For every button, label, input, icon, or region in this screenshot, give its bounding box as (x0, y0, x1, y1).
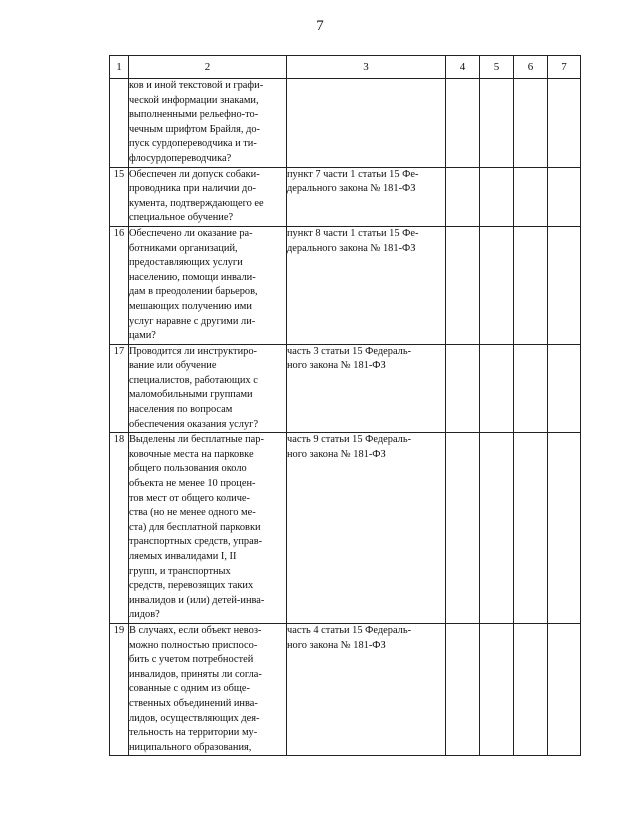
header-col-4: 4 (446, 56, 480, 79)
question-line: ственных объединений инва- (129, 697, 258, 709)
question-line: тов мест от общего количе- (129, 492, 251, 504)
question-line: дам в преодолении барьеров, (129, 286, 258, 298)
question-line: бить с учетом потребностей (129, 654, 254, 666)
reference-line: дерального закона № 181-ФЗ (287, 183, 416, 195)
question-line: сованные с одним из обще- (129, 683, 251, 695)
question-line: услуг наравне с другими ли- (129, 315, 256, 327)
question-line: ковочные места на парковке (129, 448, 254, 460)
question-line: ства (но не менее одного ме- (129, 507, 256, 519)
header-col-5: 5 (480, 56, 514, 79)
question-cell (129, 344, 287, 433)
empty-cell-col-7 (548, 167, 581, 226)
question-line: транспортных средств, управ- (129, 536, 263, 548)
question-line: Обеспечено ли оказание ра- (129, 227, 253, 239)
table-row (110, 623, 581, 755)
question-line: специалистов, работающих с (129, 374, 258, 386)
page-number: 7 (316, 18, 324, 34)
header-col-2: 2 (129, 56, 287, 79)
question-line: лидов? (129, 609, 160, 621)
question-cell (129, 433, 287, 624)
question-line: кумента, подтверждающего ее (129, 197, 264, 209)
question-line: средств, перевозящих таких (129, 580, 254, 592)
empty-cell-col-4 (446, 167, 480, 226)
empty-cell-col-5 (480, 623, 514, 755)
table-row (110, 433, 581, 624)
header-col-6: 6 (514, 56, 548, 79)
reference-line: пункт 8 части 1 статьи 15 Фе- (287, 227, 419, 239)
question-line: пуск сурдопереводчика и ти- (129, 138, 257, 150)
question-line: групп, и транспортных (129, 565, 231, 577)
reference-line: часть 9 статьи 15 Федераль- (287, 434, 412, 446)
empty-cell-col-6 (514, 79, 548, 168)
question-line: Проводится ли инструктиро- (129, 345, 257, 357)
empty-cell-col-7 (548, 623, 581, 755)
question-line: ляемых инвалидами I, II (129, 551, 237, 562)
question-line: ста) для бесплатной парковки (129, 521, 261, 533)
table-row (110, 226, 581, 344)
question-line: выполненными рельефно-то- (129, 109, 259, 121)
empty-cell-col-4 (446, 623, 480, 755)
legal-reference-cell (287, 226, 446, 344)
question-line: тельность на территории му- (129, 727, 258, 739)
header-col-7: 7 (548, 56, 581, 79)
reference-line: ного закона № 181-ФЗ (287, 360, 386, 372)
question-line: ческой информации знаками, (129, 94, 259, 106)
reference-line: дерального закона № 181-ФЗ (287, 242, 416, 254)
question-cell (129, 226, 287, 344)
empty-cell-col-5 (480, 167, 514, 226)
question-line: Обеспечен ли допуск собаки- (129, 168, 260, 180)
empty-cell-col-6 (514, 623, 548, 755)
question-line: В случаях, если объект невоз- (129, 624, 262, 636)
question-line: флосурдопереводчика? (129, 152, 232, 164)
question-line: населению, помощи инвали- (129, 271, 256, 283)
row-number: 19 (110, 623, 129, 755)
empty-cell-col-4 (446, 226, 480, 344)
legal-reference-cell (287, 623, 446, 755)
empty-cell-col-4 (446, 433, 480, 624)
reference-line: ного закона № 181-ФЗ (287, 448, 386, 460)
empty-cell-col-4 (446, 344, 480, 433)
legal-reference-cell (287, 167, 446, 226)
question-line: общего пользования около (129, 463, 247, 475)
question-cell (129, 79, 287, 168)
header-col-3: 3 (287, 56, 446, 79)
empty-cell-col-5 (480, 344, 514, 433)
table-row (110, 79, 581, 168)
legal-reference-cell (287, 344, 446, 433)
question-line: предоставляющих услуги (129, 257, 243, 269)
checklist-table (109, 55, 581, 756)
empty-cell-col-6 (514, 433, 548, 624)
question-line: ков и иной текстовой и графи- (129, 80, 264, 91)
reference-line: часть 4 статьи 15 Федераль- (287, 624, 412, 636)
question-line: специальное обучение? (129, 212, 234, 224)
question-line: можно полностью приспосо- (129, 639, 258, 651)
empty-cell-col-5 (480, 433, 514, 624)
empty-cell-col-7 (548, 433, 581, 624)
question-line: маломобильными группами (129, 389, 253, 401)
question-line: ниципального образования, (129, 741, 252, 753)
question-line: цами? (129, 330, 156, 342)
question-line: обеспечения оказания услуг? (129, 418, 259, 430)
reference-line: пункт 7 части 1 статьи 15 Фе- (287, 168, 419, 180)
question-line: чечным шрифтом Брайля, до- (129, 123, 261, 135)
question-line: инвалидов и (или) детей-инва- (129, 594, 265, 606)
empty-cell-col-6 (514, 167, 548, 226)
empty-cell-col-7 (548, 79, 581, 168)
question-line: вание или обучение (129, 360, 217, 372)
empty-cell-col-6 (514, 344, 548, 433)
legal-reference-cell (287, 79, 446, 168)
row-number: 16 (110, 226, 129, 344)
row-number (110, 79, 129, 168)
question-line: ботниками организаций, (129, 242, 238, 254)
row-number: 18 (110, 433, 129, 624)
row-number: 15 (110, 167, 129, 226)
empty-cell-col-5 (480, 79, 514, 168)
table-body (110, 79, 581, 756)
question-line: населения по вопросам (129, 404, 233, 416)
reference-line: часть 3 статьи 15 Федераль- (287, 345, 412, 357)
legal-reference-cell (287, 433, 446, 624)
empty-cell-col-7 (548, 344, 581, 433)
header-row (110, 56, 581, 79)
question-line: Выделены ли бесплатные пар- (129, 434, 264, 446)
empty-cell-col-7 (548, 226, 581, 344)
row-number: 17 (110, 344, 129, 433)
question-cell (129, 623, 287, 755)
question-line: лидов, осуществляющих дея- (129, 712, 260, 724)
question-cell (129, 167, 287, 226)
question-line: проводника при наличии до- (129, 183, 257, 195)
table-row (110, 344, 581, 433)
table-row (110, 167, 581, 226)
reference-line: ного закона № 181-ФЗ (287, 639, 386, 651)
question-line: инвалидов, приняты ли согла- (129, 668, 262, 680)
question-line: мешающих получению ими (129, 300, 252, 312)
empty-cell-col-6 (514, 226, 548, 344)
question-line: объекта не менее 10 процен- (129, 478, 256, 490)
header-col-1: 1 (110, 56, 129, 79)
empty-cell-col-5 (480, 226, 514, 344)
empty-cell-col-4 (446, 79, 480, 168)
